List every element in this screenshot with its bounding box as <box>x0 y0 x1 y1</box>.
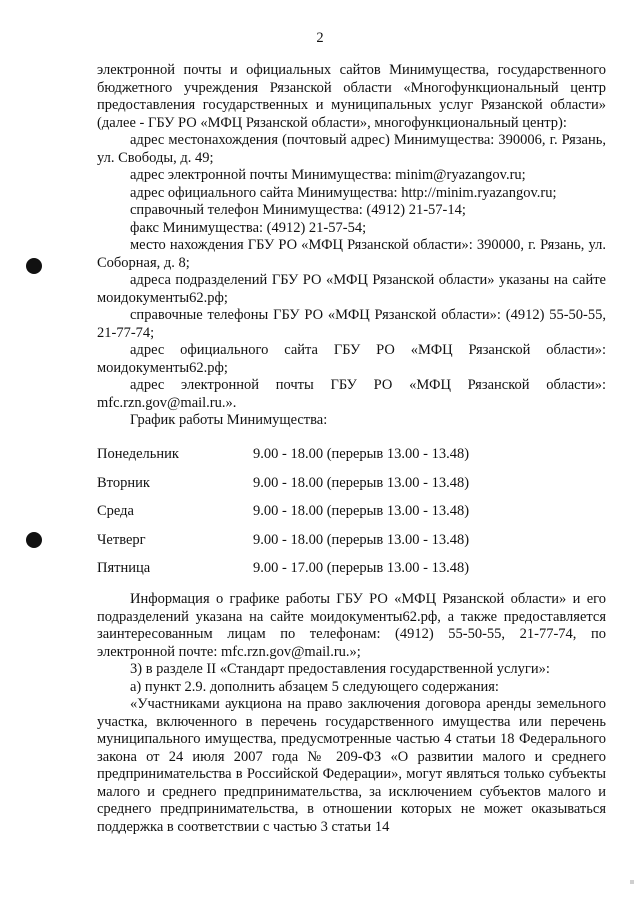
schedule-hours: 9.00 - 18.00 (перерыв 13.00 - 13.48) <box>253 446 470 462</box>
scan-artifact <box>630 880 634 884</box>
section-item: 3) в разделе II «Стандарт предоставления государственной услуги»: <box>130 661 550 677</box>
schedule-heading: График работы Минимущества: <box>130 412 328 428</box>
schedule-hours: 9.00 - 18.00 (перерыв 13.00 - 13.48) <box>253 474 470 491</box>
document-body <box>97 62 606 836</box>
schedule-row <box>97 555 469 584</box>
schedule-row <box>97 526 469 555</box>
schedule-row <box>97 441 469 470</box>
contact-website: адрес официального сайта Минимущества: http://minim.ryazangov.ru; <box>130 184 557 201</box>
mfc-location: место нахождения ГБУ РО «МФЦ Рязанской области»: 390000, г. Рязань, ул. Соборная, д. 8; <box>97 237 606 271</box>
schedule-hours: 9.00 - 18.00 (перерыв 13.00 - 13.48) <box>253 531 470 548</box>
contact-email: адрес электронной почты Минимущества: minim@ryazangov.ru; <box>130 167 526 183</box>
schedule-row <box>97 469 469 498</box>
schedule-hours: 9.00 - 18.00 (перерыв 13.00 - 13.48) <box>253 503 470 519</box>
schedule-day: Пятница <box>97 560 151 576</box>
schedule-hours: 9.00 - 17.00 (перерыв 13.00 - 13.48) <box>253 560 470 576</box>
mfc-phones: справочные телефоны ГБУ РО «МФЦ Рязанской области»: (4912) 55-50-55, 21-77-74; <box>97 307 606 341</box>
mfc-email: адрес электронной почты ГБУ РО «МФЦ Рязанской области»: mfc.rzn.gov@mail.ru.». <box>97 377 606 411</box>
contact-fax: факс Минимущества: (4912) 21-57-54; <box>130 219 367 236</box>
mfc-schedule-info: Информация о графике работы ГБУ РО «МФЦ Рязанской области» и его подразделений указана на сайте моидокументы62.рф, а также предоставляется заинтересованным лицам по телефонам: (4912) 55-50-55, 21-77-74, по электронной почте: mfc.rzn.gov@mail.ru.»; <box>97 591 606 660</box>
quote-paragraph: «Участниками аукциона на право заключения договора аренды земельного участка, включенного в перечень государственного имущества или перечень муниципального имущества, предусмотренные частью 4 статьи 18 Федерального закона от 24 июля 2007 года № 209-ФЗ «О развитии малого и среднего предпринимательства в Российской Федерации», могут являться только субъекты малого и среднего предпринимательства, за исключением субъектов малого и среднего предпринимательства, в отношении которых не может оказываться поддержка в соответствии с частью 3 статьи 14 <box>97 696 606 835</box>
contact-phone: справочный телефон Минимущества: (4912) 21-57-14; <box>130 202 466 218</box>
schedule-table <box>97 441 469 584</box>
binder-hole-mark <box>26 258 42 274</box>
mfc-branches: адреса подразделений ГБУ РО «МФЦ Рязанской области» указаны на сайте моидокументы62.рф; <box>97 272 606 306</box>
binder-hole-mark <box>26 532 42 548</box>
schedule-day: Четверг <box>97 531 146 548</box>
sub-item: а) пункт 2.9. дополнить абзацем 5 следующего содержания: <box>130 678 499 695</box>
mfc-website: адрес официального сайта ГБУ РО «МФЦ Рязанской области»: моидокументы62.рф; <box>97 342 606 376</box>
contact-address: адрес местонахождения (почтовый адрес) Минимущества: 390006, г. Рязань, ул. Свободы, д. 49; <box>97 132 606 166</box>
schedule-row <box>97 498 469 527</box>
intro-paragraph: электронной почты и официальных сайтов Минимущества, государственного бюджетного учреждения Рязанской области «Многофункциональный центр предоставления государственных и муниципальных услуг Рязанской области» (далее - ГБУ РО «МФЦ Рязанской области», многофункциональный центр): <box>97 62 606 131</box>
schedule-day: Среда <box>97 503 134 519</box>
schedule-day: Вторник <box>97 474 150 491</box>
page-number: 2 <box>316 30 324 46</box>
schedule-day: Понедельник <box>97 446 179 462</box>
